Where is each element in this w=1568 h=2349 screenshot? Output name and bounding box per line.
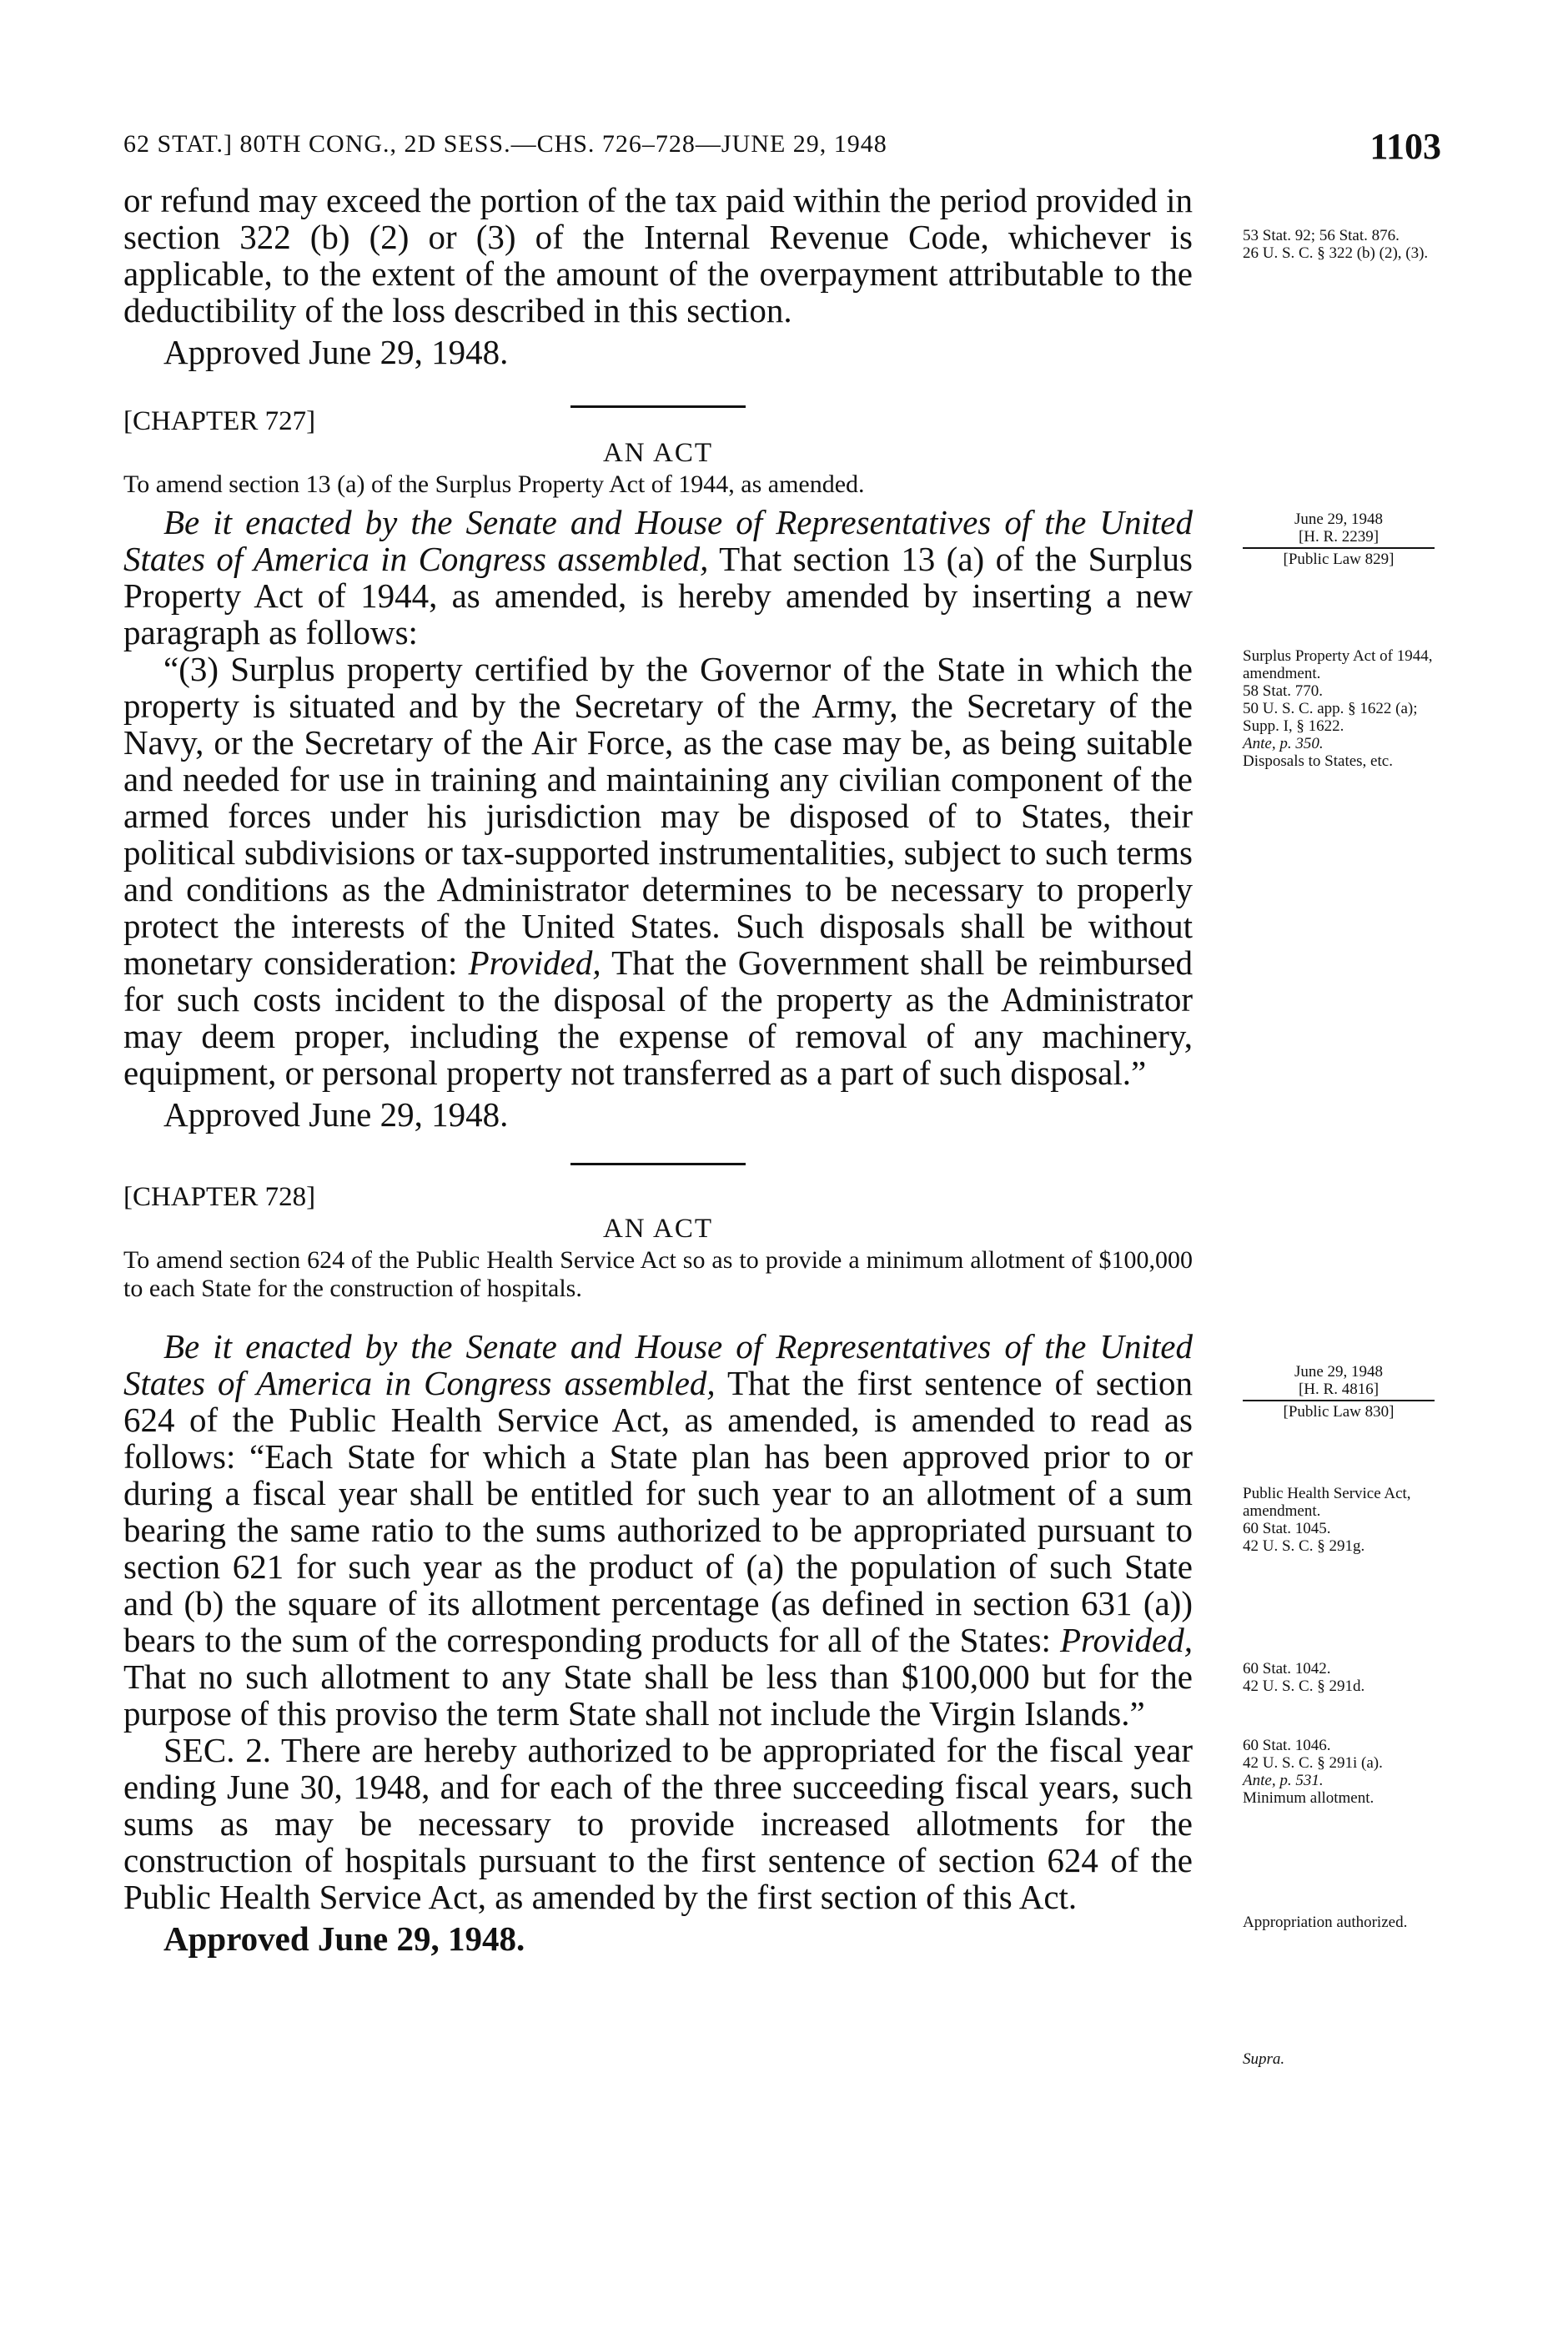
enacting-text: That the first sentence of section 624 of the Public Health Service Act, as amended, is amended to read as follows: “Each State for which a State plan has been approved prior to or during a fiscal year shall be entitled for such year to an allotment of a sum bearing the same ratio to the sums authorized to be appropriated pursuant to section 621 for such year as the product of (a) the population of such State and (b) the square of its allotment percentage (as defined in section 631 (a)) bears to the sum of the corresponding products for all of the States: xyxy=(123,1364,1193,1659)
section-divider xyxy=(570,1163,746,1165)
enacting-text: That section 13 (a) of the Surplus Property Act of 1944, as amended, is hereby amended by inserting a new paragraph as follows: xyxy=(123,540,1193,651)
proviso-keyword: Provided, xyxy=(468,943,601,982)
margin-note-surplus-property: Surplus Property Act of 1944, amendment. 58 Stat. 770. 50 U. S. C. app. § 1622 (a); Supp. I, § 1622. Ante, p. 350. Disposals to States, etc. xyxy=(1243,647,1433,770)
page-number: 1103 xyxy=(1369,126,1441,167)
margin-note-appropriation: Appropriation authorized. xyxy=(1243,1914,1408,1931)
note-rule xyxy=(1243,1400,1435,1401)
margin-note-act-728-info: June 29, 1948 [H. R. 4816] [Public Law 830] xyxy=(1243,1363,1435,1421)
chapter-728-heading: [CHAPTER 728] xyxy=(123,1182,316,1212)
quoted-text-continued: That the Government shall be reimbursed for such costs incident to the disposal of the property as the Administrator may deem proper, including the expense of removal of any machinery, equipment, or personal property not transferred as a part of such disposal.” xyxy=(123,943,1193,1092)
margin-note-minimum-allotment: 60 Stat. 1046. 42 U. S. C. § 291i (a). Ante, p. 531. Minimum allotment. xyxy=(1243,1737,1383,1807)
approval-728: Approved June 29, 1948. xyxy=(163,1919,525,1958)
note-rule xyxy=(1243,547,1435,549)
proviso-keyword: Provided, xyxy=(1059,1621,1193,1659)
approval-727: Approved June 29, 1948. xyxy=(163,1095,509,1134)
margin-note-act-727-info: June 29, 1948 [H. R. 2239] [Public Law 829] xyxy=(1243,511,1435,568)
margin-note-citation: 53 Stat. 92; 56 Stat. 876. 26 U. S. C. § 322 (b) (2), (3). xyxy=(1243,227,1429,262)
act-728-section-2: SEC. 2. There are hereby authorized to be appropriated for the fiscal year ending June 30, 1948, and for each of the three succeeding fiscal years, such sums as may be necessary to provide increased allotments for the construction of hospitals pursuant to the first sentence of section 624 of the Public Health Service Act, as amended by the first section of this Act. xyxy=(123,1731,1193,1916)
quoted-text: “(3) Surplus property certified by the Governor of the State in which the property is situated and by the Secretary of the Army, the Secretary of the Navy, or the Secretary of the Air Force, as the case may be, as being suitable and needed for use in training and maintaining any civilian component of the armed forces under his jurisdiction may be disposed of to States, their political subdivisions or tax-supported instrumentalities, subject to such terms and conditions as the Administrator determines to be necessary to properly protect the interests of the United States. Such disposals shall be without monetary consideration: xyxy=(123,650,1193,982)
act-727-quoted-paragraph xyxy=(123,651,1193,1091)
act-727-title: AN ACT xyxy=(602,438,714,468)
margin-note-citation: 60 Stat. 1042. 42 U. S. C. § 291d. xyxy=(1243,1660,1365,1695)
approval-726: Approved June 29, 1948. xyxy=(163,333,509,371)
act-728-enacting-clause xyxy=(123,1328,1193,1732)
chapter-727-heading: [CHAPTER 727] xyxy=(123,406,316,436)
act-728-purpose: To amend section 624 of the Public Health Service Act so as to provide a minimum allotment of $100,000 to each State for the construction of hospitals. xyxy=(123,1246,1193,1302)
act-727-enacting-clause xyxy=(123,504,1193,651)
act-727-purpose: To amend section 13 (a) of the Surplus Property Act of 1944, as amended. xyxy=(123,470,865,498)
running-header xyxy=(123,125,1441,175)
chapter-726-tail: or refund may exceed the portion of the tax paid within the period provided in section 322 (b) (2) or (3) of the Internal Revenue Code, whichever is applicable, to the extent of the amount of the overpayment attributable to the deductibility of the loss described in this section. xyxy=(123,181,1193,329)
header-citation: 62 STAT.] 80TH CONG., 2D SESS.—CHS. 726–728—JUNE 29, 1948 xyxy=(123,130,887,158)
enacting-text-continued: That no such allotment to any State shall be less than $100,000 but for the purpose of this proviso the term State shall not include the Virgin Islands.” xyxy=(123,1657,1193,1733)
enacting-formula: Be it enacted by the Senate and House of Representatives of the United States of America in Congress assembled, xyxy=(123,503,1193,578)
margin-note-supra: Supra. xyxy=(1243,2050,1285,2068)
margin-note-public-health: Public Health Service Act, amendment. 60 Stat. 1045. 42 U. S. C. § 291g. xyxy=(1243,1485,1411,1555)
act-728-title: AN ACT xyxy=(602,1214,714,1244)
main-text xyxy=(123,182,1193,1957)
enacting-formula: Be it enacted by the Senate and House of Representatives of the United States of America in Congress assembled, xyxy=(123,1327,1193,1402)
